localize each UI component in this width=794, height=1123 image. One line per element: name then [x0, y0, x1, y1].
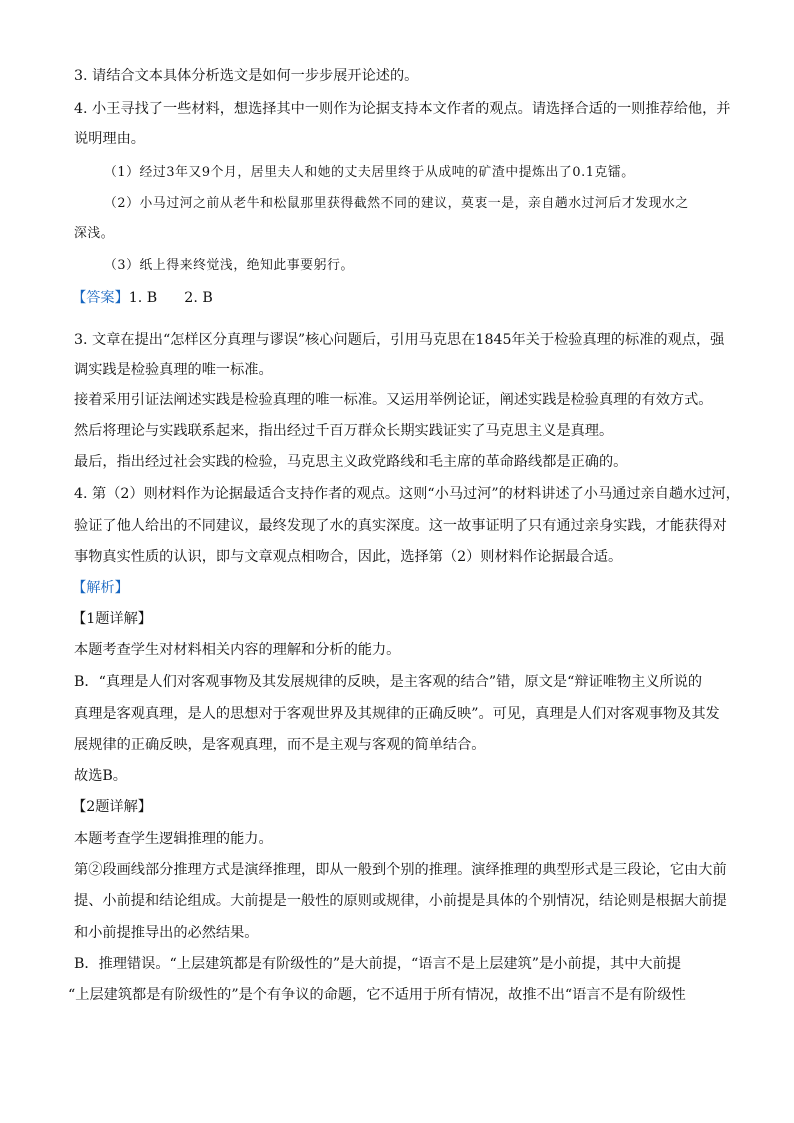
- answer-4-line-3: 事物真实性质的认识，即与文章观点相吻合，因此，选择第（2）则材料作论据最合适。: [74, 549, 623, 565]
- material-2-line-2: 深浅。: [74, 226, 115, 241]
- detail-2-heading: 【2题详解】: [72, 799, 152, 815]
- detail-1-line-4: 展规律的正确反映，是客观真理，而不是主观与客观的简单结合。: [74, 737, 486, 753]
- detail-2-line-4: 和小前提推导出的必然结果。: [74, 925, 259, 941]
- detail-2-line-1: 本题考查学生逻辑推理的能力。: [74, 831, 273, 847]
- detail-2-line-5: B．推理错误。“上层建筑都是有阶级性的”是大前提，“语言不是上层建筑”是小前提，其中大前提: [74, 956, 681, 972]
- answer-row: [72, 288, 722, 308]
- answer-1-2: 1. B 2. B: [128, 290, 213, 306]
- question-4-line-1: 4. 小王寻找了一些材料，想选择其中一则作为论据支持本文作者的观点。请选择合适的一则推荐给他，并: [74, 101, 731, 117]
- detail-1-line-5: 故选B。: [74, 768, 127, 784]
- answer-label: 【答案】: [72, 290, 129, 306]
- detail-2-line-6: “上层建筑都是有阶级性的”是个有争议的命题，它不适用于所有情况，故推不出“语言不是有阶级性: [68, 987, 686, 1003]
- question-3: 3. 请结合文本具体分析选文是如何一步步展开论述的。: [74, 68, 419, 84]
- answer-4-line-2: 验证了他人给出的不同建议，最终发现了水的真实深度。这一故事证明了只有通过亲身实践，才能获得对: [74, 518, 727, 534]
- answer-3-line-4: 然后将理论与实践联系起来，指出经过千百万群众长期实践证实了马克思主义是真理。: [74, 423, 614, 439]
- answer-3-line-2: 调实践是检验真理的唯一标准。: [74, 362, 273, 378]
- detail-2-line-2: 第②段画线部分推理方式是演绎推理，即从一般到个别的推理。演绎推理的典型形式是三段论，它由大前: [74, 862, 727, 878]
- answer-3-line-5: 最后，指出经过社会实践的检验，马克思主义政党路线和毛主席的革命路线都是正确的。: [74, 454, 628, 470]
- detail-1-line-3: 真理是客观真理，是人的思想对于客观世界及其规律的正确反映”。可见，真理是人们对客观事物及其发: [74, 706, 720, 722]
- material-3: （3）纸上得来终觉浅，绝知此事要躬行。: [104, 258, 354, 273]
- question-4-line-2: 说明理由。: [74, 131, 145, 147]
- analysis-label: 【解析】: [72, 580, 129, 596]
- detail-1-line-2: B．“真理是人们对客观事物及其发展规律的反映，是主客观的结合”错，原文是“辩证唯物主义所说的: [74, 674, 703, 690]
- detail-2-line-3: 提、小前提和结论组成。大前提是一般性的原则或规律，小前提是具体的个别情况，结论则是根据大前提: [74, 893, 727, 909]
- material-2-line-1: （2）小马过河之前从老牛和松鼠那里获得截然不同的建议，莫衷一是，亲自趟水过河后才发现水之: [104, 196, 689, 211]
- answer-4-line-1: 4. 第（2）则材料作为论据最适合支持作者的观点。这则“小马过河”的材料讲述了小马通过亲自趟水过河，: [74, 486, 740, 502]
- material-1: （1）经过3年又9个月，居里夫人和她的丈夫居里终于从成吨的矿渣中提炼出了0.1克镭。: [104, 165, 635, 180]
- answer-3-line-3: 接着采用引证法阐述实践是检验真理的唯一标准。又运用举例论证，阐述实践是检验真理的有效方式。: [74, 392, 713, 408]
- detail-1-heading: 【1题详解】: [72, 611, 152, 627]
- detail-1-line-1: 本题考查学生对材料相关内容的理解和分析的能力。: [74, 642, 401, 658]
- answer-3-line-1: 3. 文章在提出“怎样区分真理与谬误”核心问题后，引用马克思在1845年关于检验真理的标准的观点，强: [74, 332, 725, 348]
